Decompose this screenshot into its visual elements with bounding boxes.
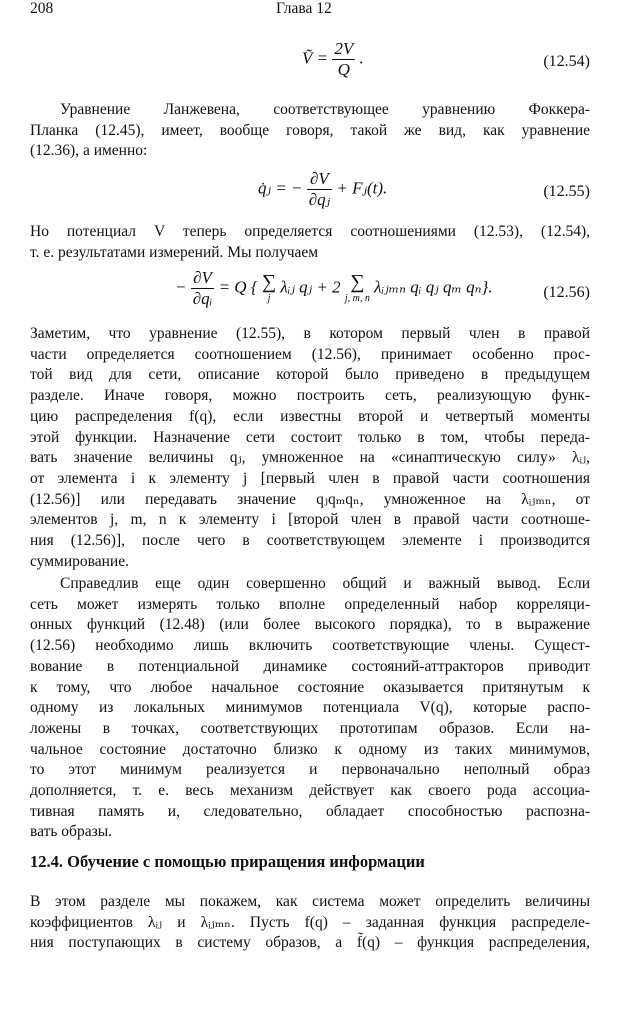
text-line: вать образы.	[30, 823, 112, 841]
eq-12-54-denominator: Q	[337, 60, 350, 79]
eq-12-54-tail: .	[359, 48, 364, 68]
text-line: от элемента i к элементу j [первый член в правой части соотношения	[30, 469, 590, 487]
text-line: одному из локальных минимумов потенциала V(q), которые распо-	[30, 699, 590, 717]
text-line: Справедлив еще один совершенно общий и важный вывод. Если	[60, 575, 590, 592]
text-line: коэффициентов λᵢⱼ и λᵢⱼₘₙ. Пусть f(q) – заданная функция распределе-	[30, 913, 590, 931]
text-line: то этот минимум реализуется и первоначально неполный образ	[30, 761, 590, 779]
text-line: этой функции. Назначение сети состоит только в том, чтобы переда-	[30, 428, 590, 446]
sum-limit: j, m, n	[344, 292, 370, 304]
eq-12-56-term-2: λᵢⱼₘₙ qᵢ qⱼ qₘ qₙ}.	[374, 277, 493, 297]
text-line: элементов j, m, n к элементу i [второй член в правой части соотноше-	[30, 511, 590, 529]
text-line: тивная память и, следовательно, обладает способностью распозна-	[30, 802, 590, 820]
eq-12-56-middle: = Q {	[218, 277, 258, 297]
eq-12-54-numerator: 2V	[334, 39, 354, 58]
eq-12-55-lhs: q̇ⱼ = −	[258, 178, 303, 198]
page-number: 208	[30, 0, 54, 17]
text-line: (12.36), а именно:	[30, 142, 148, 160]
sum-limit: j	[267, 292, 271, 304]
eq-12-56-denominator: ∂qᵢ	[192, 289, 213, 308]
text-line: цию распределения f(q), если известны второй и четвертый моменты	[30, 407, 590, 425]
text-line: разделе. Иначе говоря, можно построить сеть, реализующую функ-	[30, 387, 590, 405]
paragraph-1	[30, 100, 590, 162]
text-line: ложены в точках, соответствующих прототипам образов. Если на-	[30, 719, 590, 737]
text-line: ния поступающих в систему образов, а f̃(q) – функция распределения,	[30, 934, 590, 952]
text-line: сеть может измерять только вполне определенный набор корреляци-	[30, 595, 590, 613]
eq-12-55-numerator: ∂V	[307, 169, 332, 190]
text-line: чальное состояние достаточно близко к одному из таких минимумов,	[30, 740, 590, 758]
text-line: т. е. результатами измерений. Мы получаем	[30, 243, 319, 261]
text-line: (12.56)] или передавать значение qⱼqₘqₙ, умноженное на λᵢⱼₘₙ, от	[30, 490, 590, 508]
text-line: вать значение величины qⱼ, умноженное на «синаптическую силу» λᵢⱼ,	[30, 449, 590, 467]
eq-12-56-numerator: ∂V	[191, 268, 215, 289]
eq-12-56-term-1: λᵢⱼ qⱼ + 2	[280, 277, 341, 297]
equation-12-56	[30, 266, 590, 322]
paragraph-2	[30, 222, 590, 263]
eq-12-54-number: (12.54)	[543, 53, 590, 70]
equation-12-54	[30, 36, 590, 86]
eq-12-54-lhs: Ṽ =	[302, 48, 329, 68]
eq-12-56-sum-1	[262, 272, 276, 306]
text-line: онных функций (12.48) (или более высокого порядка), то в выражение	[30, 616, 590, 634]
text-line: В этом разделе мы покажем, как система может определить величины	[30, 893, 590, 910]
eq-12-55-number: (12.55)	[543, 183, 590, 200]
text-line: вование в потенциальной динамике состояний-аттракторов приводит	[30, 657, 590, 675]
equation-12-55	[30, 166, 590, 216]
eq-12-55-tail: + Fⱼ(t).	[336, 178, 388, 198]
text-line: дополняется, т. е. весь механизм действует как своего рода ассоциа-	[30, 782, 590, 800]
text-line: ния (12.56)], после чего в соответствующем элементе i производится	[30, 532, 590, 550]
text-line: Заметим, что уравнение (12.55), в котором первый член в правой	[30, 325, 590, 342]
chapter-title: Глава 12	[276, 0, 332, 17]
paragraph-5	[30, 892, 590, 954]
eq-12-55-fraction	[307, 169, 332, 210]
section-heading: 12.4. Обучение с помощью приращения информации	[30, 852, 425, 871]
sum-symbol: ∑	[261, 270, 277, 293]
text-line: Планка (12.45), имеет, вообще говоря, такой же вид, как уравнение	[30, 121, 590, 139]
eq-12-56-sum-2	[345, 272, 370, 306]
eq-12-55-denominator: ∂qⱼ	[308, 190, 331, 209]
text-line: к тому, что любое начальное состояние оказывается притянутым к	[30, 678, 590, 696]
text-line: той вид для сети, описание которой было приведено в предыдущем	[30, 366, 590, 384]
text-line: (12.56) необходимо лишь включить соответствующие члены. Сущест-	[30, 637, 590, 655]
text-line: Но потенциал V теперь определяется соотношениями (12.53), (12.54),	[30, 223, 590, 240]
text-line: Уравнение Ланжевена, соответствующее уравнению Фоккера-	[60, 101, 590, 118]
paragraph-4	[30, 574, 590, 843]
paragraph-3	[30, 324, 590, 572]
sum-symbol: ∑	[350, 270, 365, 293]
text-line: суммирование.	[30, 552, 129, 570]
eq-12-56-minus: −	[175, 277, 187, 297]
page-header	[30, 0, 590, 22]
text-line: части определяется соотношением (12.56), принимает особенно прос-	[30, 345, 590, 363]
eq-12-54-fraction	[332, 39, 355, 80]
eq-12-56-number: (12.56)	[543, 284, 590, 301]
eq-12-56-fraction	[191, 268, 215, 309]
